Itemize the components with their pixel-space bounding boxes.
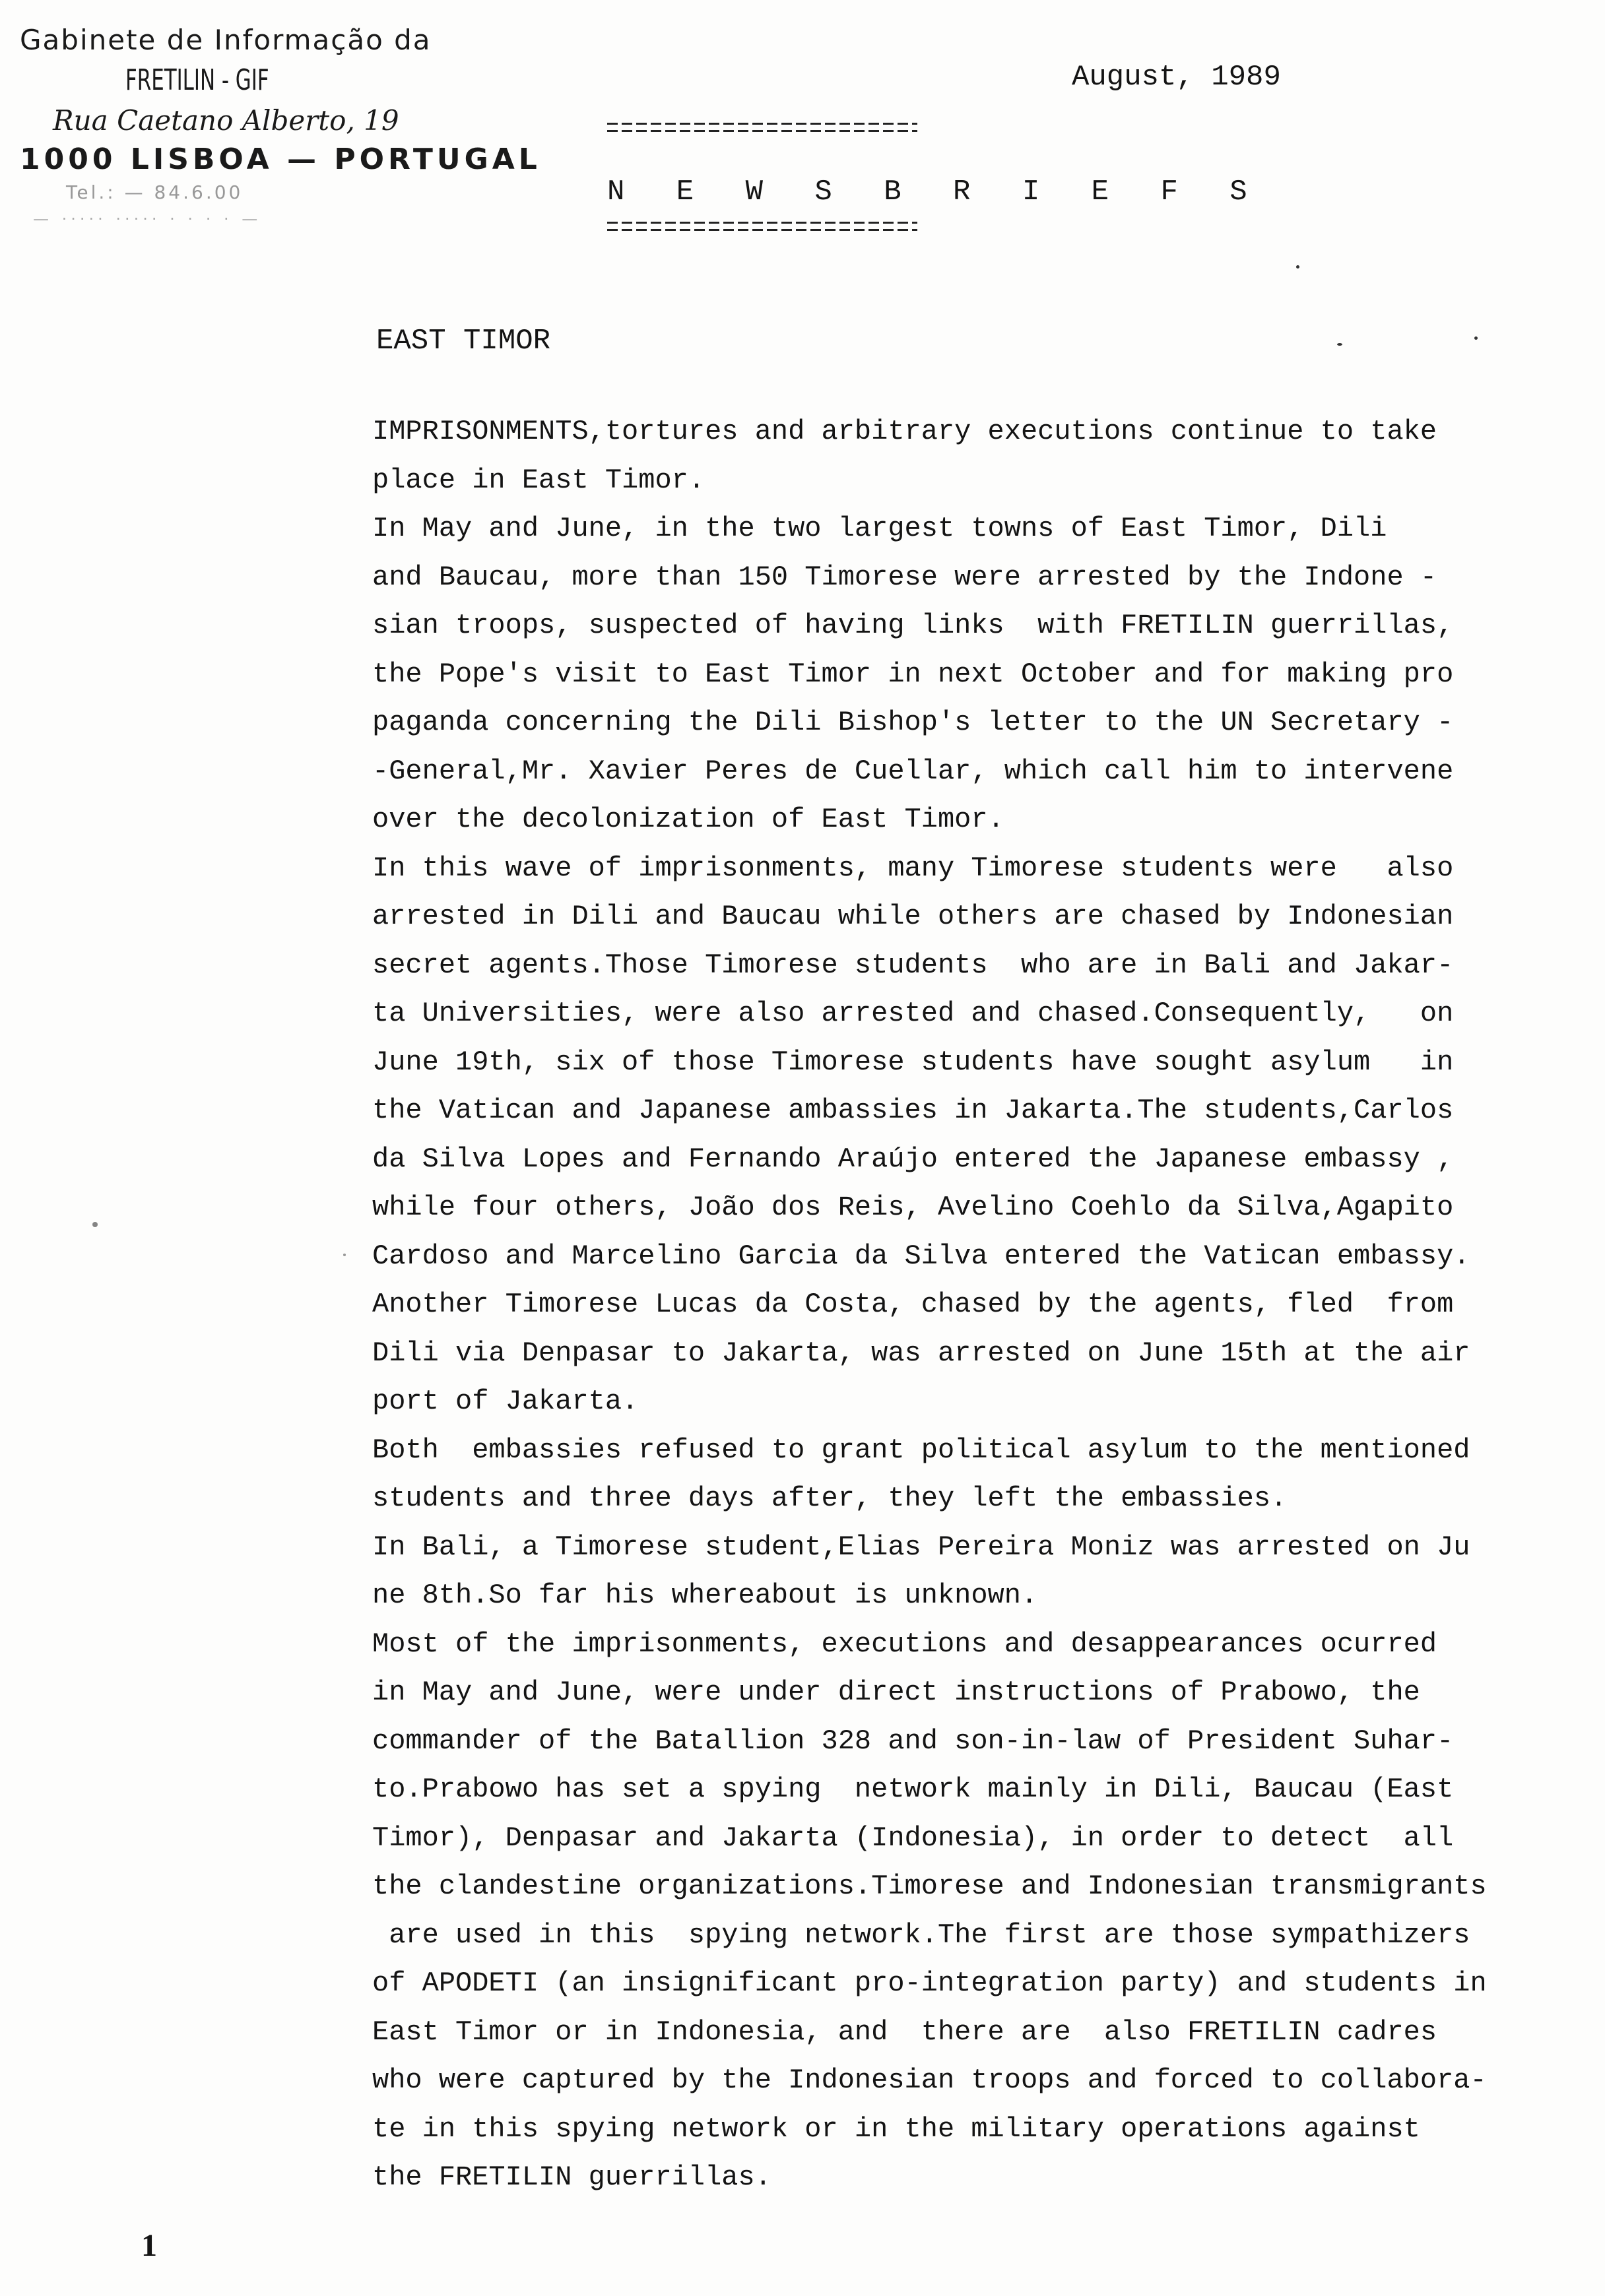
body-line: sian troops, suspected of having links with FRETILIN guerrillas, [372,610,1454,641]
body-line: the Vatican and Japanese ambassies in Jakarta.The students,Carlos [372,1095,1454,1126]
letterhead-office: Gabinete de Informação da [20,24,432,56]
body-line: Cardoso and Marcelino Garcia da Silva entered the Vatican embassy. [372,1240,1470,1272]
body-line: in May and June, were under direct instructions of Prabowo, the [372,1676,1420,1708]
body-line: of APODETI (an insignificant pro-integration party) and students in [372,1967,1487,1999]
letterhead-organization: FRETILIN - GIF [125,63,269,97]
scan-speck [92,1222,98,1227]
title-rule-bottom [607,222,917,231]
scan-speck [343,1254,346,1256]
body-line: port of Jakarta. [372,1386,639,1417]
body-line: over the decolonization of East Timor. [372,804,1004,835]
title-rule-top [607,123,917,132]
body-text [372,408,1494,2202]
body-line: In May and June, in the two largest towns of East Timor, Dili [372,513,1387,544]
body-line: Dili via Denpasar to Jakarta, was arrested on June 15th at the air [372,1337,1470,1369]
document-title: N E W S B R I E F S [607,175,1264,208]
body-line: Another Timorese Lucas da Costa, chased by the agents, fled from [372,1289,1454,1320]
letterhead-stamp [20,24,541,228]
body-line: commander of the Batallion 328 and son-in-law of President Suhar- [372,1725,1454,1757]
page-number: 1 [141,2228,157,2263]
body-line: place in East Timor. [372,464,705,496]
body-line: to.Prabowo has set a spying network mainly in Dili, Baucau (East [372,1773,1454,1805]
body-line: students and three days after, they left the embassies. [372,1483,1288,1514]
body-line: the FRETILIN guerrillas. [372,2161,771,2193]
scan-speck [1337,343,1342,346]
body-line: In Bali, a Timorese student,Elias Pereira Moniz was arrested on Ju [372,1531,1470,1563]
document-date: August, 1989 [1072,61,1281,94]
body-line: secret agents.Those Timorese students who are in Bali and Jakar- [372,949,1454,981]
body-line: ta Universities, were also arrested and chased.Consequently, on [372,998,1454,1029]
body-line: East Timor or in Indonesia, and there are also FRETILIN cadres [372,2016,1437,2048]
scan-speck [1296,265,1299,269]
body-line: the clandestine organizations.Timorese and Indonesian transmigrants [372,1870,1487,1902]
body-line: while four others, João dos Reis, Avelino Coehlo da Silva,Agapito [372,1192,1454,1223]
body-line: -General,Mr. Xavier Peres de Cuellar, which call him to intervene [372,755,1454,787]
letterhead-city: 1000 LISBOA — PORTUGAL [20,143,541,176]
body-line: are used in this spying network.The first are those sympathizers [372,1919,1470,1951]
body-line: June 19th, six of those Timorese students have sought asylum in [372,1046,1454,1078]
body-line: Timor), Denpasar and Jakarta (Indonesia), in order to detect all [372,1822,1454,1854]
letterhead-phone: Tel.: — 84.6.00 [66,181,244,203]
body-line: Both embassies refused to grant political asylum to the mentioned [372,1434,1470,1466]
letterhead-street: Rua Caetano Alberto, 19 [53,104,399,137]
body-line: paganda concerning the Dili Bishop's letter to the UN Secretary - [372,707,1454,738]
scan-speck [1474,336,1478,340]
body-line: and Baucau, more than 150 Timorese were arrested by the Indone - [372,561,1437,593]
body-line: arrested in Dili and Baucau while others are chased by Indonesian [372,901,1454,932]
body-line: ne 8th.So far his whereabout is unknown. [372,1579,1038,1611]
body-line: who were captured by the Indonesian troops and forced to collabora- [372,2064,1487,2096]
body-line: da Silva Lopes and Fernando Araújo entered the Japanese embassy , [372,1143,1454,1175]
letterhead-faded-line: — ····· ····· · · · · — [33,210,262,228]
body-line: Most of the imprisonments, executions and desappearances ocurred [372,1628,1437,1660]
body-line: te in this spying network or in the military operations against [372,2113,1420,2145]
section-heading: EAST TIMOR [376,325,551,358]
body-line: In this wave of imprisonments, many Timorese students were also [372,852,1454,884]
body-line: IMPRISONMENTS,tortures and arbitrary executions continue to take [372,416,1437,447]
body-line: the Pope's visit to East Timor in next October and for making pro [372,658,1454,690]
